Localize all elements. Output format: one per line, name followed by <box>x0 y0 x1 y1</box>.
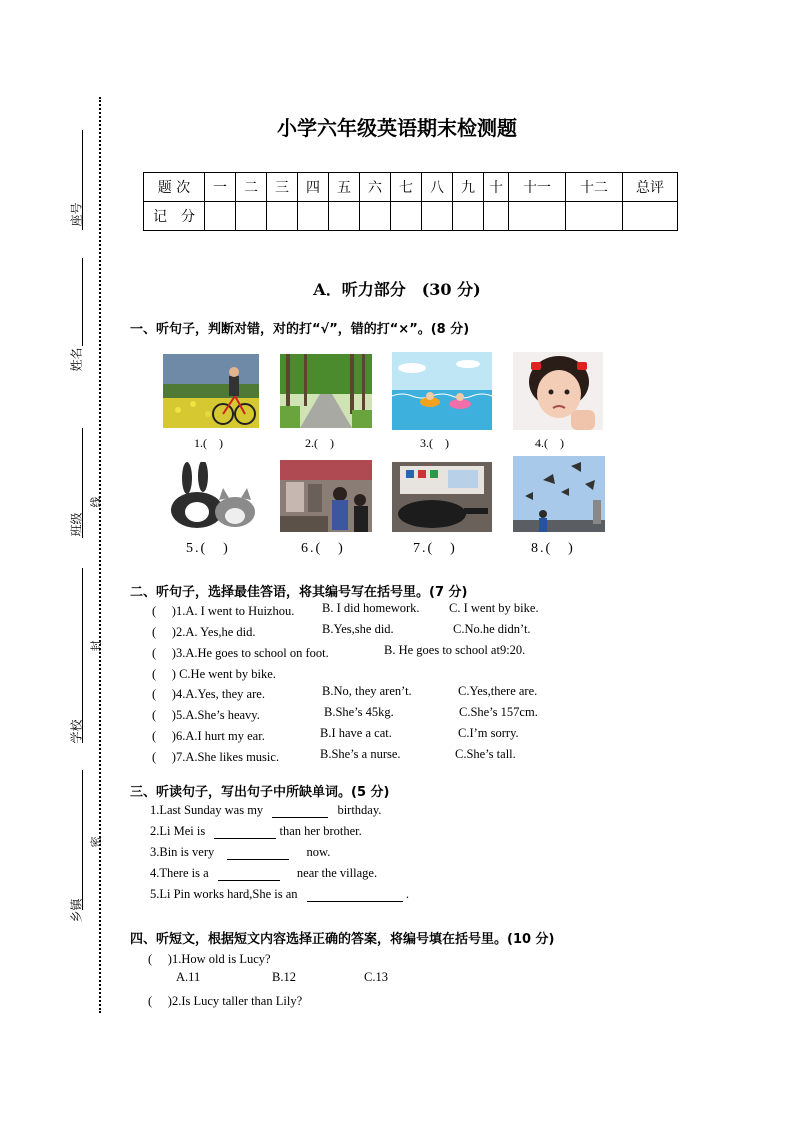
option-b: B.She’s 45kg. <box>324 705 394 719</box>
table-cell: 总评 <box>623 173 678 202</box>
sentence-end: . <box>405 887 409 901</box>
option-c: C.No.he didn’t. <box>453 622 531 636</box>
picture-caption: 5.( ) <box>186 541 230 556</box>
side-underline <box>82 258 83 346</box>
picture-caption: 1.( ) <box>194 436 223 450</box>
table-cell: 十 <box>484 173 509 202</box>
option-c: C.I’m sorry. <box>458 726 519 740</box>
option-b: B.12 <box>272 970 296 984</box>
fill-blank-row <box>150 866 377 881</box>
picture-caption: 8.( ) <box>531 541 575 556</box>
score-cell[interactable] <box>298 202 329 231</box>
score-cell[interactable] <box>453 202 484 231</box>
option-c: C. I went by bike. <box>449 601 539 615</box>
side-label-seat: 座号 <box>69 202 84 227</box>
option-b: B.Yes,she did. <box>322 622 394 636</box>
sentence-start: 4.There is a <box>150 866 209 880</box>
sentence-end: near the village. <box>296 866 378 880</box>
pan-image <box>392 462 492 532</box>
table-cell: 四 <box>298 173 329 202</box>
score-cell[interactable] <box>509 202 566 231</box>
picture-caption: 7.( ) <box>413 541 457 556</box>
sentence-end: than her brother. <box>279 824 362 838</box>
score-cell[interactable] <box>267 202 298 231</box>
rabbit-cat-image <box>163 462 259 532</box>
score-table-header-row <box>144 173 678 202</box>
table-cell: 六 <box>360 173 391 202</box>
table-cell: 三 <box>267 173 298 202</box>
option-c: C.Yes,there are. <box>458 684 538 698</box>
option-a: ( )3.A.He goes to school on foot. <box>152 646 329 660</box>
table-cell: 八 <box>422 173 453 202</box>
answer-blank[interactable] <box>272 805 328 818</box>
sentence-start: 2.Li Mei is <box>150 824 206 838</box>
part3-heading: 三、听读句子，写出句子中所缺单词。(5 分) <box>130 785 390 800</box>
fill-blank-row <box>150 824 362 839</box>
score-cell[interactable] <box>360 202 391 231</box>
fill-blank-row <box>150 845 330 860</box>
table-cell: 五 <box>329 173 360 202</box>
score-cell[interactable] <box>566 202 623 231</box>
picture-caption: 2.( ) <box>305 436 334 450</box>
question-text: ( )2.Is Lucy taller than Lily? <box>148 994 303 1008</box>
picture-caption: 3.( ) <box>420 436 449 450</box>
table-cell: 九 <box>453 173 484 202</box>
score-cell[interactable] <box>623 202 678 231</box>
table-cell: 二 <box>236 173 267 202</box>
score-cell[interactable] <box>205 202 236 231</box>
market-image <box>280 460 372 532</box>
picture-caption: 6.( ) <box>301 541 345 556</box>
side-underline <box>82 770 83 910</box>
bike-rider-image <box>163 354 259 428</box>
option-a: A.11 <box>176 970 201 984</box>
side-label-school: 学校 <box>69 719 84 744</box>
side-mark-secret: 密 <box>89 836 103 848</box>
sentence-start: 1.Last Sunday was my <box>150 803 264 817</box>
table-cell: 记 分 <box>144 202 205 231</box>
swimming-image <box>392 352 492 430</box>
side-label-name: 姓名 <box>69 347 84 372</box>
option-a: ( )5.A.She’s heavy. <box>152 708 260 722</box>
side-label-town: 乡镇 <box>69 898 84 923</box>
table-cell: 十二 <box>566 173 623 202</box>
kites-image <box>513 456 605 532</box>
score-cell[interactable] <box>391 202 422 231</box>
sentence-end: now. <box>306 845 331 859</box>
answer-blank[interactable] <box>214 826 276 839</box>
answer-blank[interactable] <box>307 889 403 902</box>
side-mark-line: 线 <box>89 496 103 508</box>
option-b: B. He goes to school at9:20. <box>384 643 526 657</box>
tree-path-image <box>280 354 372 428</box>
fill-blank-row <box>150 887 409 902</box>
option-a: ( )1.A. I went to Huizhou. <box>152 604 295 618</box>
option-a: ( )7.A.She likes music. <box>152 750 280 764</box>
answer-blank[interactable] <box>227 847 289 860</box>
option-c: C.13 <box>364 970 388 984</box>
option-a: ( )4.A.Yes, they are. <box>152 687 265 701</box>
question-text: ( )1.How old is Lucy? <box>148 952 271 966</box>
side-underline <box>82 568 83 743</box>
option-c: C.She’s tall. <box>455 747 516 761</box>
part4-heading: 四、听短文，根据短文内容选择正确的答案，将编号填在括号里。(10 分) <box>130 932 555 947</box>
option-b: B.I have a cat. <box>320 726 392 740</box>
score-cell[interactable] <box>422 202 453 231</box>
sentence-start: 5.Li Pin works hard,She is an <box>150 887 298 901</box>
table-cell: 一 <box>205 173 236 202</box>
table-cell: 七 <box>391 173 422 202</box>
option-b: B. I did homework. <box>322 601 420 615</box>
table-cell: 题 次 <box>144 173 205 202</box>
score-cell[interactable] <box>484 202 509 231</box>
table-cell: 十一 <box>509 173 566 202</box>
score-cell[interactable] <box>329 202 360 231</box>
side-mark-seal: 封 <box>89 640 103 652</box>
option-c: ( ) C.He went by bike. <box>152 667 276 681</box>
score-table-score-row <box>144 202 678 231</box>
part1-heading: 一、听句子，判断对错，对的打“√”，错的打“×”。(8 分) <box>130 322 470 337</box>
page-title: 小学六年级英语期末检测题 <box>277 116 517 140</box>
option-a: ( )2.A. Yes,he did. <box>152 625 256 639</box>
sad-girl-image <box>513 352 603 430</box>
picture-caption: 4.( ) <box>535 436 564 450</box>
option-b: B.No, they aren’t. <box>322 684 412 698</box>
option-a: ( )6.A.I hurt my ear. <box>152 729 265 743</box>
option-b: B.She’s a nurse. <box>320 747 401 761</box>
part2-heading: 二、听句子，选择最佳答语，将其编号写在括号里。(7 分) <box>130 585 468 600</box>
fill-blank-row <box>150 803 381 818</box>
score-cell[interactable] <box>236 202 267 231</box>
score-table <box>143 172 678 231</box>
answer-blank[interactable] <box>218 868 280 881</box>
sentence-start: 3.Bin is very <box>150 845 215 859</box>
side-label-class: 班级 <box>69 512 84 537</box>
binding-dotted-line <box>99 97 101 1013</box>
option-c: C.She’s 157cm. <box>459 705 538 719</box>
section-title: A．听力部分 (30 分) <box>313 280 481 299</box>
sentence-end: birthday. <box>337 803 382 817</box>
